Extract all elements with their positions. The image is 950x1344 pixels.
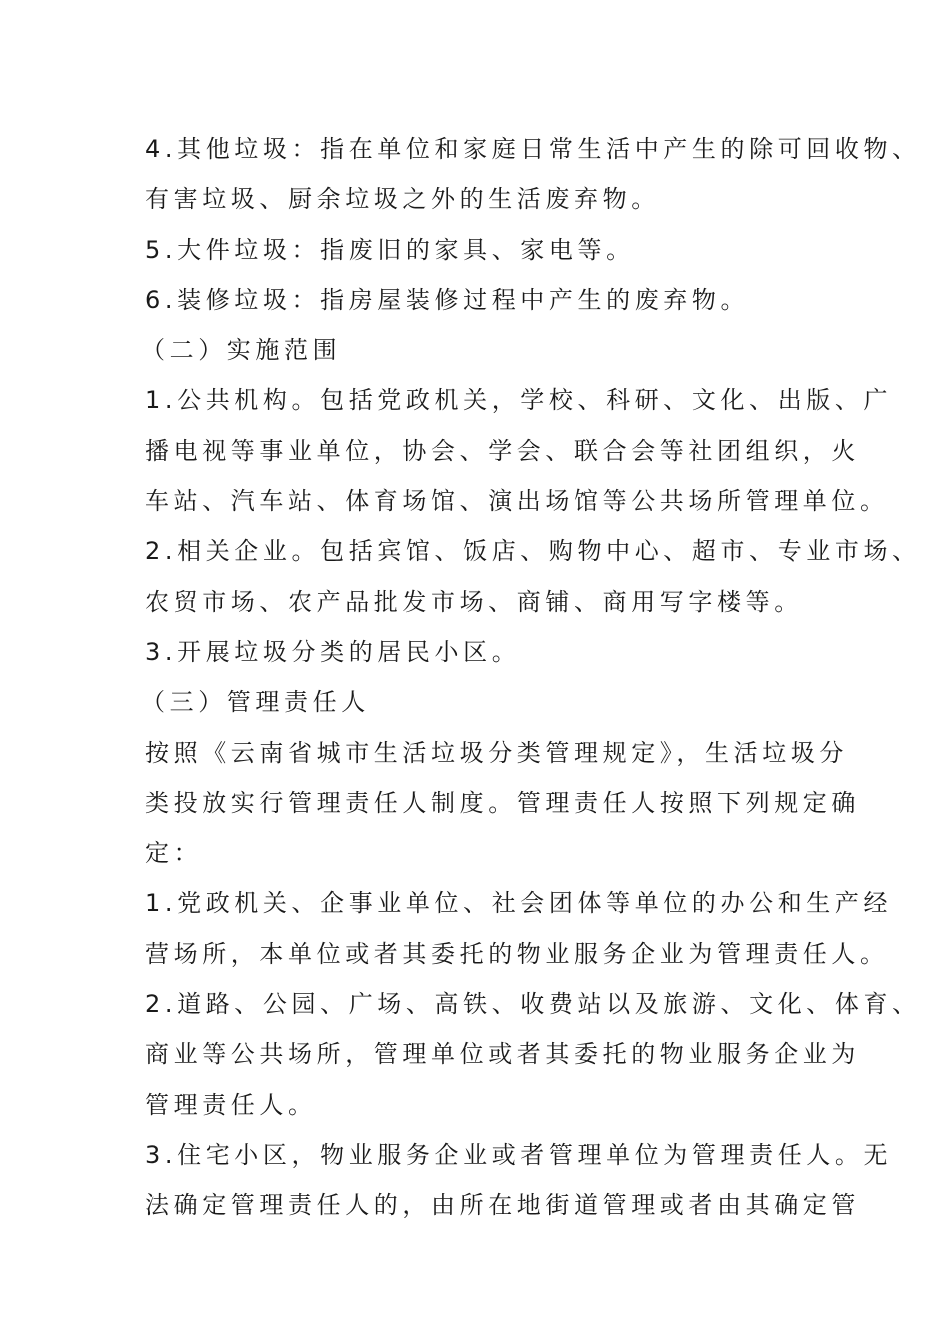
paragraph-line: 1.党政机关、企事业单位、社会团体等单位的办公和生产经 (145, 889, 893, 918)
section-heading-implementation-scope: （二）实施范围 (141, 336, 342, 365)
paragraph-line: 商业等公共场所，管理单位或者其委托的物业服务企业为 (145, 1040, 860, 1069)
paragraph-line: 2.相关企业。包括宾馆、饭店、购物中心、超市、专业市场、 (145, 537, 921, 566)
paragraph-line: 类投放实行管理责任人制度。管理责任人按照下列规定确 (145, 788, 860, 817)
paragraph-line: 有害垃圾、厨余垃圾之外的生活废弃物。 (145, 185, 660, 214)
paragraph-line: 车站、汽车站、体育场馆、演出场馆等公共场所管理单位。 (145, 487, 889, 516)
paragraph-line: 4.其他垃圾：指在单位和家庭日常生活中产生的除可回收物、 (145, 135, 921, 163)
paragraph-line: 播电视等事业单位，协会、学会、联合会等社团组织，火 (145, 436, 860, 465)
paragraph-line: 管理责任人。 (145, 1090, 317, 1119)
paragraph-line: 2.道路、公园、广场、高铁、收费站以及旅游、文化、体育、 (145, 990, 921, 1019)
document-body (141, 124, 921, 1231)
paragraph-line: 定： (145, 839, 203, 868)
paragraph-line: 3.开展垃圾分类的居民小区。 (145, 637, 521, 666)
paragraph-line: 营场所，本单位或者其委托的物业服务企业为管理责任人。 (145, 939, 889, 968)
paragraph-line: 5.大件垃圾：指废旧的家具、家电等。 (145, 235, 635, 264)
paragraph-line: 6.装修垃圾：指房屋装修过程中产生的废弃物。 (145, 285, 750, 314)
paragraph-line: 按照《云南省城市生活垃圾分类管理规定》，生活垃圾分 (145, 738, 848, 767)
paragraph-line: 农贸市场、农产品批发市场、商铺、商用写字楼等。 (145, 587, 803, 616)
paragraph-line: 3.住宅小区，物业服务企业或者管理单位为管理责任人。无 (145, 1140, 893, 1169)
paragraph-line: 法确定管理责任人的，由所在地街道管理或者由其确定管 (145, 1191, 860, 1220)
paragraph-line: 1.公共机构。包括党政机关，学校、科研、文化、出版、广 (145, 386, 893, 415)
section-heading-responsible-party: （三）管理责任人 (141, 688, 370, 717)
